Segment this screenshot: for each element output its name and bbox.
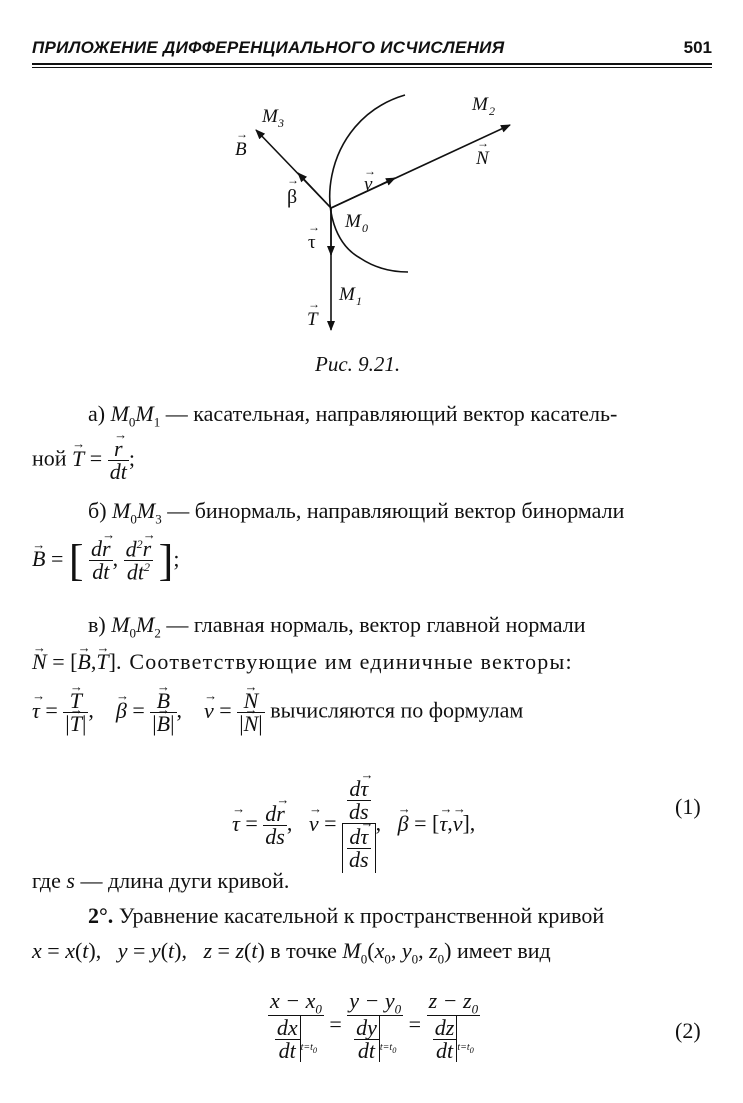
- item-v-label: в): [88, 612, 106, 637]
- item-b-label: б): [88, 498, 107, 523]
- label-t: T: [307, 309, 318, 330]
- label-m0: M: [345, 211, 361, 232]
- item-v-text: — главная нормаль, вектор главной нормали: [166, 612, 586, 637]
- equation-1-number: (1): [675, 794, 701, 819]
- item-a-label: а): [88, 401, 106, 426]
- para-2-point: в точке: [270, 938, 337, 963]
- label-n-arrow: →: [477, 136, 489, 150]
- label-beta-arrow: →: [287, 173, 299, 187]
- where-line: [32, 870, 289, 892]
- para-2-line: [88, 905, 604, 927]
- label-m0-sub: 0: [362, 221, 368, 235]
- para-2-text: Уравнение касательной к пространственной кривой: [118, 903, 605, 928]
- label-m3: M: [262, 106, 278, 127]
- where-word: где: [32, 868, 61, 893]
- label-tau-arrow: →: [308, 220, 320, 234]
- item-a-text: — касательная, направляющий вектор касатель-: [165, 401, 618, 426]
- label-n: N: [476, 148, 489, 169]
- label-m1: M: [339, 284, 355, 305]
- page-number: 501: [683, 38, 712, 57]
- para-2-tail: имеет вид: [457, 938, 551, 963]
- item-a-line: а) $M_0M_1$ — касательная, направляющий вектор касатель-: [88, 401, 618, 430]
- label-m3-sub: 3: [278, 116, 284, 130]
- label-t-arrow: →: [308, 297, 320, 311]
- unit-vectors-line: → τ = → $\frac{T}{|\to T|}$ , → β = → $\frac{B}{|\to B|}$ , → ν = → $\frac{N}{|\to N|}$ вычисляются по формулам: [32, 690, 523, 735]
- equation-2-number: (2): [675, 1018, 701, 1043]
- where-tail: — длина дуги кривой.: [80, 868, 290, 893]
- item-v-cont-line: → N = [→ B,→ T]. Соответствующие им единичные векторы:: [32, 651, 573, 673]
- item-v-line: в) $M_0M_2$ — главная нормаль, вектор главной нормали: [88, 612, 586, 641]
- unit-vectors-tail: вычисляются по формулам: [270, 697, 524, 723]
- item-b-formula: → B = [ $\frac{d\to r}{dt}$ , $\frac{d^2\to r}{dt^2}$ ];: [32, 538, 179, 584]
- item-a-formula: ной → T = → $\frac{r}{dt}$ ;: [32, 438, 135, 483]
- where-s: s: [66, 868, 75, 893]
- item-b-text: — бинормаль, направляющий вектор бинормали: [167, 498, 625, 523]
- label-m2: M: [472, 94, 488, 115]
- item-v-cont: . Соответствующие им единичные векторы:: [115, 649, 573, 674]
- equation-1: → τ = $\frac{d\to r}{ds}$ , → ν = $\frac{\frac{d\to \tau}{ds}}{\frac{d\to \tau}{ds}}$ , → β = [→ τ,→ ν],: [232, 778, 475, 873]
- beta-arrow: [298, 173, 331, 208]
- label-b: B: [235, 139, 247, 160]
- label-nu-arrow: →: [364, 164, 376, 178]
- para-2-number: 2°.: [88, 903, 114, 928]
- label-beta: β: [287, 186, 298, 208]
- label-nu: ν: [364, 174, 373, 195]
- equation-2: $x - x_0$ $\frac{dx}{dt}$ $_{t=t_0}$ = $y - y_0$ $\frac{dy}{dt}$ $_{t=t_0}$ = $z - z_0$ $\frac{dz}{dt}$ $_{t=t_0}$: [270, 988, 479, 1063]
- label-m2-sub: 2: [489, 104, 495, 118]
- running-header-title: ПРИЛОЖЕНИЕ ДИФФЕРЕНЦИАЛЬНОГО ИСЧИСЛЕНИЯ: [32, 38, 505, 57]
- item-b-line: б) $M_0M_3$ — бинормаль, направляющий вектор бинормали: [88, 498, 625, 527]
- label-tau: τ: [308, 232, 316, 253]
- nu-arrow: [331, 178, 395, 208]
- label-m1-sub: 1: [356, 294, 362, 308]
- figure-caption: Рис. 9.21.: [315, 352, 401, 376]
- para-2-cont: x = x(t), y = y(t), z = z(t) в точке $M_0(x_0$, $y_0$, $z_0$) имеет вид: [32, 938, 551, 967]
- item-a-cont: ной: [32, 445, 67, 471]
- label-b-arrow: →: [236, 127, 248, 141]
